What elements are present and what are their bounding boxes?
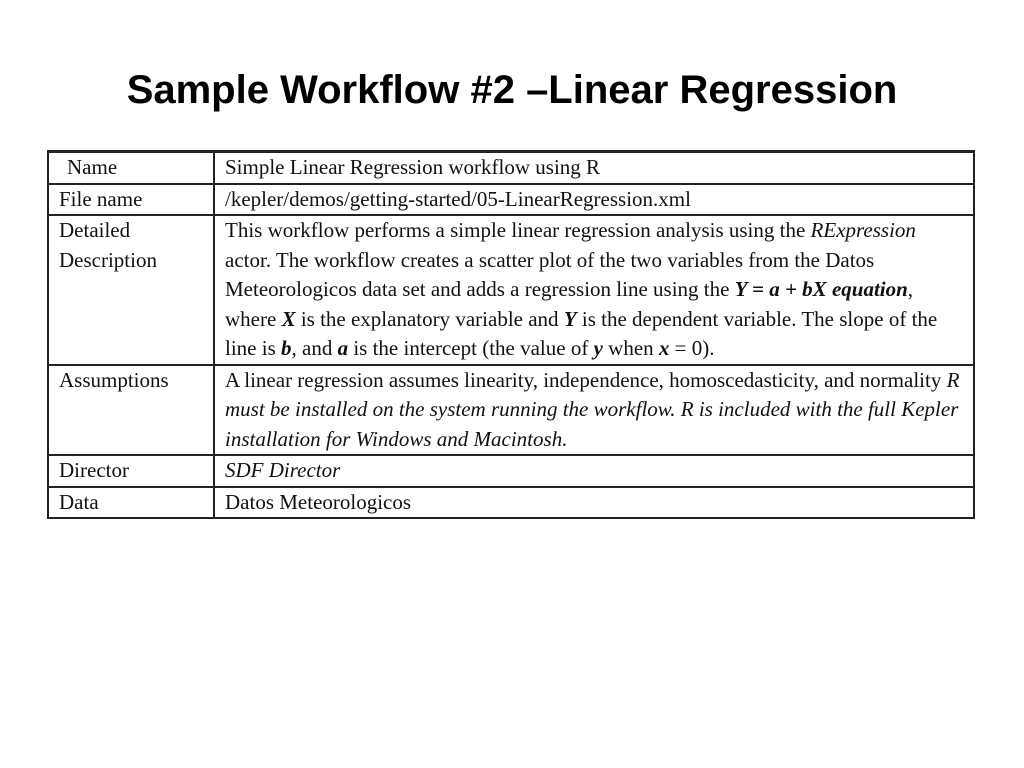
- row-value-director: [214, 455, 974, 487]
- assumptions-text: A linear regression assumes linearity, independence, homoscedasticity, and normality: [225, 367, 947, 392]
- row-label-name: Name: [48, 152, 214, 184]
- desc-text: is the dependent variable. The slope of the line is: [225, 306, 938, 360]
- desc-var-lower-x: x: [658, 336, 670, 360]
- row-label-file-name: File name: [48, 184, 214, 216]
- row-value-description: [214, 215, 974, 365]
- slide-title: Sample Workflow #2 –Linear Regression: [126, 68, 898, 112]
- desc-text: , where: [225, 277, 914, 331]
- table-row-data: [48, 487, 974, 519]
- assumptions-note: R must be installed on the system running the workflow. R is included with the full Kepler installation for Windows and Macintosh.: [225, 367, 960, 451]
- director-name: SDF Director: [225, 458, 341, 482]
- label-line-detailed: Detailed: [59, 218, 131, 242]
- desc-text: when: [602, 336, 659, 360]
- desc-var-y: Y: [563, 306, 577, 331]
- desc-var-x: X: [281, 306, 296, 331]
- desc-actor-name: RExpression: [810, 218, 916, 242]
- desc-text: = 0).: [669, 336, 715, 360]
- row-value-assumptions: [214, 365, 974, 456]
- desc-text: is the intercept (the value of: [348, 336, 594, 360]
- row-value-name: Simple Linear Regression workflow using R: [214, 152, 974, 184]
- row-label-description: [48, 215, 214, 365]
- workflow-info-table: [47, 150, 975, 519]
- desc-var-a: a: [337, 336, 349, 360]
- row-label-data: Data: [48, 487, 214, 519]
- table-row-description: [48, 215, 974, 365]
- desc-equation: Y = a + bX equation: [734, 277, 908, 301]
- table-row-file-name: [48, 184, 974, 216]
- row-label-director: Director: [48, 455, 214, 487]
- row-value-data: Datos Meteorologicos: [214, 487, 974, 519]
- table-row-name: [48, 152, 974, 184]
- desc-var-lower-y: y: [593, 336, 603, 360]
- desc-text: is the explanatory variable and: [295, 306, 564, 331]
- desc-text: , and: [291, 336, 338, 360]
- desc-var-b: b: [281, 336, 292, 360]
- table-row-director: [48, 455, 974, 487]
- label-line-description: Description: [59, 247, 157, 272]
- desc-text: actor. The workflow creates a scatter plot of the two variables from the Datos Meteorologicos data set and adds a regression line using the: [225, 247, 875, 301]
- row-label-assumptions: Assumptions: [48, 365, 214, 456]
- table-row-assumptions: [48, 365, 974, 456]
- desc-text: This workflow performs a simple linear regression analysis using the: [225, 218, 811, 242]
- row-value-file-name: /kepler/demos/getting-started/05-LinearRegression.xml: [214, 184, 974, 216]
